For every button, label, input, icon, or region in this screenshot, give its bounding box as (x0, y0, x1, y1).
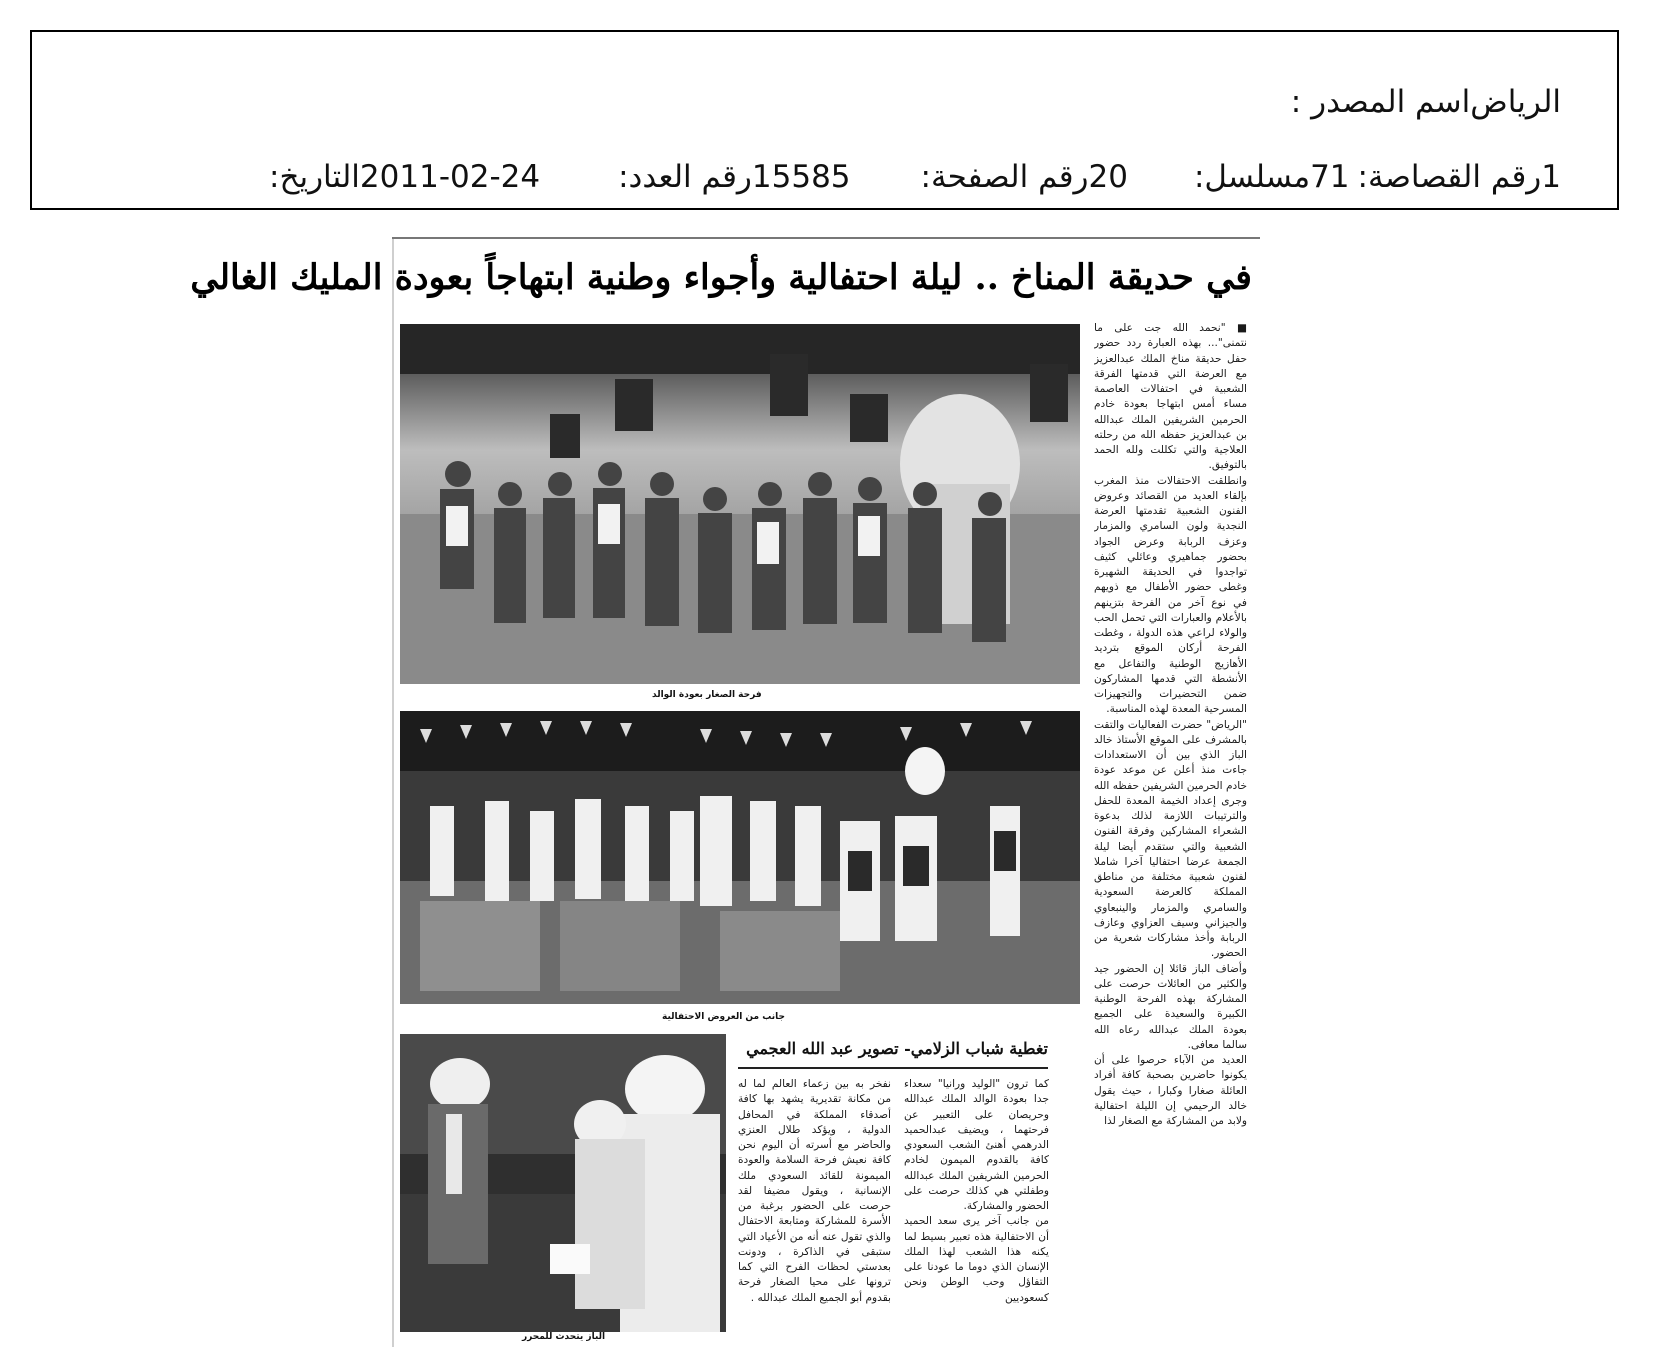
issue-label: رقم العدد: (618, 159, 752, 195)
article-byline: تغطية شباب الزلامي- تصوير عبد الله العجمي (746, 1039, 1048, 1058)
clip-label: رقم القصاصة: (1357, 159, 1542, 195)
paragraph: العديد من الآباء حرصوا على أن يكونوا حاضرين بصحبة كافة أفراد العائلة صغارا وكبارا ، حيث يقول خالد الرحيمي إن الليلة احتفالية ولابد من المشاركة مع الصغار لذا (1094, 1054, 1247, 1127)
newspaper-clipping (190, 237, 1260, 1347)
source-row (1238, 84, 1561, 120)
article-bottom-left-column (738, 1077, 891, 1335)
paragraph: ■ "نحمد الله جت على ما نتمنى"... بهذه العبارة ردد حضور حفل حديقة مناخ الملك عبدالعزيز مع العرضة التي قدمتها الفرقة الشعبية في احتفالات العاصمة مساء أمس ابتهاجا بعودة خادم الحرمين الشريفين الملك عبدالله بن عبدالعزيز حفظه الله من رحلته العلاجية والتي تكللت ولله الحمد بالتوفيق. (1094, 322, 1247, 472)
article-right-column (1094, 321, 1247, 1341)
paragraph: وانطلقت الاحتفالات منذ المغرب بإلقاء العديد من القصائد وعروض الفنون الشعبية تقدمتها العرضة النجدية ولون السامري والمزمار وعزف الربابة وعرض الجواد بحضور جماهيري وعائلي كثيف تواجدوا في الحديقة الشهيرة وغطى حضور الأطفال مع ذويهم في نوع آخر من الفرحة بتزينهم بالأعلام والعبارات التي تحمل الحب والولاء لراعي هذه الدولة ، وغطت الفرحة أركان الموقع بترديد الأهازيج الوطنية والتفاعل مع الأنشطة التي قدمها المشاركون ضمن التحضيرات والتجهيزات المسرحية المعدة لهذه المناسبة. (1094, 474, 1247, 716)
photo-folk-dance (400, 711, 1080, 1004)
source-value: الرياض (1470, 84, 1561, 120)
photo2-caption: جانب من العروض الاحتفالية (662, 1012, 786, 1022)
metadata-row (201, 159, 1561, 195)
paragraph: من جانب آخر يرى سعد الحميد أن الاحتفالية هذه تعبير بسيط لما يكنه هذا الشعب لهذا الملك الإنسان الذي دوما ما عودنا على التفاؤل وحب الوطن ونحن كسعوديين (904, 1215, 1049, 1304)
article-bottom-right-column (904, 1077, 1049, 1335)
page-field (913, 159, 1128, 195)
serial-value: 71 (1310, 159, 1350, 195)
source-label: اسم المصدر : (1290, 84, 1471, 120)
clip-field (1350, 159, 1561, 195)
byline-divider (738, 1067, 1048, 1069)
page-label: رقم الصفحة: (920, 159, 1089, 195)
serial-label: مسلسل: (1193, 159, 1311, 195)
paragraph: "الرياض" حضرت الفعاليات والتقت بالمشرف على الموقع الأستاذ خالد الباز الذي بين أن الاستعدادات جاءت منذ أعلن عن موعد عودة خادم الحرمين الشريفين حفظه الله وجرى إعداد الخيمة المعدة للحفل والترتيبات اللازمة لذلك بدعوة الشعراء المشاركين وفرقة الفنون الشعبية والتي ستقدم أيضا ليلة الجمعة عرضا احتفاليا آخرا شاملا لفنون شعبية مختلفة من مناطق المملكة كالعرضة السعودية والسامري والمزمار والينبعاوي والجيزاني وسيف العزاوي وعازف الربابة وأخذ مشاركات شعرية من الحضور. (1094, 718, 1247, 960)
clip-value: 1 (1541, 159, 1561, 195)
clipping-edge (392, 239, 394, 1347)
photo-children-flags (400, 324, 1080, 684)
issue-value: 15585 (751, 159, 851, 195)
paragraph: كما ترون "الوليد ورانيا" سعداء جدا بعودة الوالد الملك عبدالله وحريصان على التعبير عن فرحتهما ، ويضيف عبدالحميد الدرهمي أهنئ الشعب السعودي كافة بالقدوم الميمون لخادم الحرمين الشريفين الملك عبدالله وطفلتي هي كذلك حرصت على الحضور والمشاركة. (904, 1078, 1049, 1212)
photo1-caption: فرحة الصغار بعودة الوالد (652, 690, 762, 700)
photo3-caption: الباز يتحدث للمحرر (522, 1332, 606, 1342)
issue-field (610, 159, 850, 195)
source-info-box (30, 30, 1619, 210)
paragraph: وأضاف الباز قائلا إن الحضور جيد والكثير من العائلات حرصت على المشاركة بهذه الفرحة الوطنية الكبيرة والسعيدة على الجميع بعودة الملك عبدالله رعاه الله سالما معافى. (1094, 962, 1247, 1051)
date-label: التاريخ: (269, 159, 360, 195)
serial-field (1186, 159, 1350, 195)
photo-interview (400, 1034, 726, 1332)
date-field (261, 159, 540, 195)
paragraph: نفخر به بين زعماء العالم لما له من مكانة تقديرية يشهد بها كافة أصدقاء المملكة في المحافل الدولية ، ويؤكد طلال العنزي والحاضر مع أسرته أن اليوم نحن كافة نعيش فرحة السلامة والعودة الميمونة للقائد السعودي ملك الإنسانية ، ويقول مضيفا لقد حرصت على الحضور برغبة من الأسرة للمشاركة ومتابعة الاحتفال والذي تقول عنه أنه من الأعياد التي ستبقى في الذاكرة ، ودونت بعدستي لحظات الفرح التي كما ترونها على محيا الصغار فرحة بقدوم أبو الجميع الملك عبدالله . (738, 1078, 891, 1304)
date-value: 2011-02-24 (359, 159, 541, 195)
article-headline: في حديقة المناخ .. ليلة احتفالية وأجواء وطنية ابتهاجاً بعودة المليك الغالي (190, 257, 1252, 298)
page-value: 20 (1088, 159, 1128, 195)
